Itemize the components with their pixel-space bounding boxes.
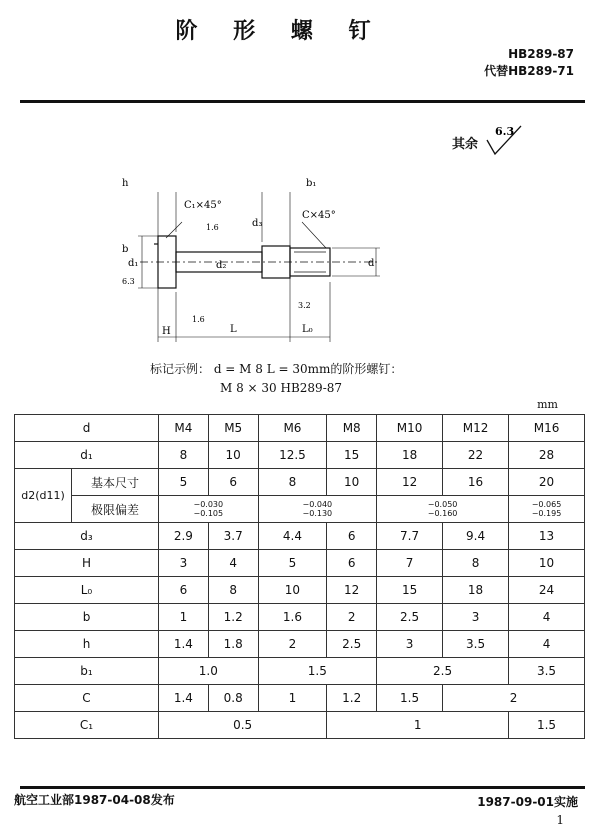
- table-row: [15, 604, 585, 631]
- unit-label: mm: [537, 398, 558, 411]
- dim-d: d: [368, 258, 375, 269]
- table-cell: 5: [159, 469, 209, 496]
- dim-d1: d₁: [128, 258, 139, 269]
- table-cell: 1.8: [208, 631, 258, 658]
- table-cell: 1: [327, 712, 509, 739]
- table-cell: 1.5: [509, 712, 585, 739]
- page-number: 1: [556, 813, 564, 827]
- table-cell: 16: [443, 469, 509, 496]
- dim-d2: d₂: [216, 260, 227, 271]
- roughness-value: 6.3: [494, 125, 514, 138]
- table-cell: 22: [443, 442, 509, 469]
- table-cell: 2.5: [377, 658, 509, 685]
- table-cell: 28: [509, 442, 585, 469]
- dim-h: h: [122, 178, 129, 189]
- dim-b: b: [122, 244, 129, 255]
- size-cell: M16: [509, 415, 585, 442]
- table-row: [15, 442, 585, 469]
- table-cell: 0.5: [159, 712, 327, 739]
- table-cell: 6: [159, 577, 209, 604]
- standard-replaces: 代替HB289-71: [484, 64, 574, 78]
- row-label: d₁: [15, 442, 159, 469]
- tol-upper: −0.030: [193, 500, 224, 509]
- table-cell: 1.5: [377, 685, 443, 712]
- table-cell: 4: [509, 631, 585, 658]
- screw-drawing: [80, 172, 410, 352]
- dim-b1: b₁: [306, 178, 317, 189]
- table-cell: 1.4: [159, 685, 209, 712]
- row-label: 基本尺寸: [72, 469, 159, 496]
- table-cell: 12.5: [258, 442, 327, 469]
- table-cell: 4.4: [258, 523, 327, 550]
- row-label: C₁: [15, 712, 159, 739]
- row-label: b: [15, 604, 159, 631]
- roughness-symbol-icon: [483, 124, 527, 158]
- header-rule: [20, 100, 585, 103]
- table-cell: 2.5: [327, 631, 377, 658]
- table-cell: 6: [208, 469, 258, 496]
- table-cell: 18: [443, 577, 509, 604]
- table-cell: 8: [443, 550, 509, 577]
- table-cell: 12: [377, 469, 443, 496]
- table-cell: 15: [327, 442, 377, 469]
- table-row: [15, 685, 585, 712]
- table-cell: 0.8: [208, 685, 258, 712]
- size-cell: M8: [327, 415, 377, 442]
- table-cell: 2: [443, 685, 585, 712]
- table-row: [15, 658, 585, 685]
- table-cell: 1: [258, 685, 327, 712]
- table-cell: 3: [443, 604, 509, 631]
- spec-table: [14, 414, 585, 739]
- row-label: h: [15, 631, 159, 658]
- table-cell: 3: [159, 550, 209, 577]
- table-row: [15, 712, 585, 739]
- table-row: [15, 631, 585, 658]
- tol-lower: −0.195: [531, 509, 562, 518]
- d2-group-label: d2(d11): [15, 469, 72, 523]
- dim-H: H: [162, 326, 171, 337]
- dim-L: L: [230, 324, 237, 335]
- dim-d3: d₃: [252, 218, 263, 229]
- table-cell: 10: [509, 550, 585, 577]
- row-label: H: [15, 550, 159, 577]
- table-cell: 7: [377, 550, 443, 577]
- dim-chamfer-right: C×45°: [302, 210, 336, 221]
- table-cell: 9.4: [443, 523, 509, 550]
- table-cell: 2.9: [159, 523, 209, 550]
- table-cell: 2.5: [377, 604, 443, 631]
- tolerance-cell: [509, 496, 585, 523]
- table-cell: 12: [327, 577, 377, 604]
- footer-rule: [20, 786, 585, 789]
- table-row: [15, 496, 585, 523]
- table-row: [15, 577, 585, 604]
- table-cell: 4: [509, 604, 585, 631]
- publish-date: 航空工业部1987-04-08发布: [14, 793, 175, 807]
- size-cell: M4: [159, 415, 209, 442]
- row-label: d₃: [15, 523, 159, 550]
- size-cell: M12: [443, 415, 509, 442]
- example-line-2: M 8 × 30 HB289-87: [220, 381, 343, 395]
- table-row: [15, 550, 585, 577]
- table-row: [15, 469, 585, 496]
- finish-3: 3.2: [298, 301, 311, 310]
- size-cell: M5: [208, 415, 258, 442]
- size-cell: M6: [258, 415, 327, 442]
- table-cell: 4: [208, 550, 258, 577]
- row-label: 极限偏差: [72, 496, 159, 523]
- tolerance-cell: [159, 496, 259, 523]
- finish-2: 6.3: [122, 277, 135, 286]
- standard-code: HB289-87: [508, 47, 574, 61]
- tolerance-cell: [258, 496, 377, 523]
- table-cell: 10: [258, 577, 327, 604]
- table-cell: 15: [377, 577, 443, 604]
- table-cell: 1.0: [159, 658, 259, 685]
- dim-L0: L₀: [302, 324, 313, 335]
- row-label: L₀: [15, 577, 159, 604]
- table-cell: 1.6: [258, 604, 327, 631]
- table-cell: 1.2: [208, 604, 258, 631]
- effective-date: 1987-09-01实施: [477, 795, 578, 809]
- table-cell: 3: [377, 631, 443, 658]
- table-cell: 3.5: [509, 658, 585, 685]
- table-row: [15, 523, 585, 550]
- size-cell: M10: [377, 415, 443, 442]
- table-cell: 1.5: [258, 658, 377, 685]
- table-cell: 18: [377, 442, 443, 469]
- tol-upper: −0.050: [427, 500, 458, 509]
- table-cell: 2: [327, 604, 377, 631]
- table-cell: 6: [327, 523, 377, 550]
- row-label: C: [15, 685, 159, 712]
- table-cell: 8: [208, 577, 258, 604]
- table-cell: 6: [327, 550, 377, 577]
- table-cell: 8: [159, 442, 209, 469]
- tol-upper: −0.040: [302, 500, 333, 509]
- table-cell: 24: [509, 577, 585, 604]
- example-line-1: 标记示例： d = M 8 L = 30mm的阶形螺钉：: [150, 362, 403, 376]
- dim-chamfer-left: C₁×45°: [184, 200, 222, 211]
- table-cell: 20: [509, 469, 585, 496]
- table-cell: 10: [327, 469, 377, 496]
- table-cell: 3.5: [443, 631, 509, 658]
- table-cell: 2: [258, 631, 327, 658]
- page-title: 阶 形 螺 钉: [175, 19, 385, 44]
- table-cell: 8: [258, 469, 327, 496]
- roughness-note: [452, 124, 527, 158]
- table-row: [15, 415, 585, 442]
- table-cell: 5: [258, 550, 327, 577]
- header-label: d: [15, 415, 159, 442]
- roughness-prefix: 其余: [452, 137, 479, 152]
- tol-lower: −0.130: [302, 509, 333, 518]
- table-cell: 1.4: [159, 631, 209, 658]
- tol-lower: −0.160: [427, 509, 458, 518]
- row-label: b₁: [15, 658, 159, 685]
- tolerance-cell: [377, 496, 509, 523]
- table-cell: 1: [159, 604, 209, 631]
- tol-upper: −0.065: [531, 500, 562, 509]
- tol-lower: −0.105: [193, 509, 224, 518]
- finish-4: 1.6: [192, 315, 205, 324]
- table-cell: 7.7: [377, 523, 443, 550]
- table-cell: 13: [509, 523, 585, 550]
- table-cell: 10: [208, 442, 258, 469]
- table-cell: 3.7: [208, 523, 258, 550]
- table-cell: 1.2: [327, 685, 377, 712]
- finish-1: 1.6: [206, 223, 219, 232]
